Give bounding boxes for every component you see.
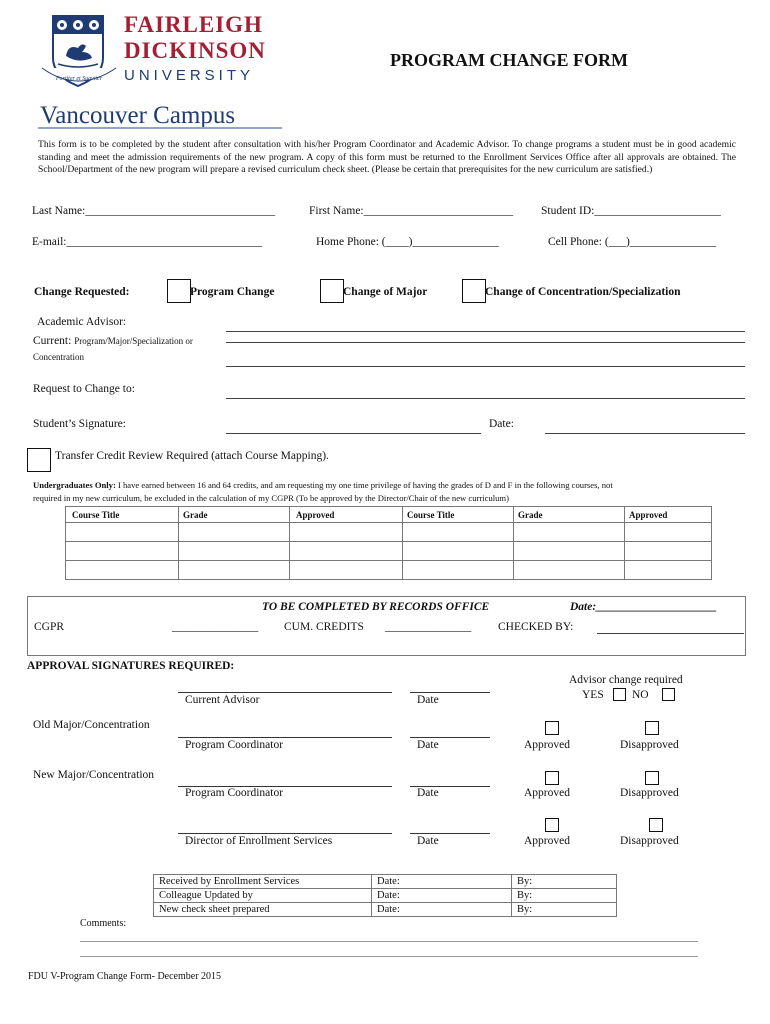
cgpr-input[interactable]: _______________	[172, 621, 259, 633]
course-table-header-row	[66, 507, 712, 523]
current-sublabel: Program/Major/Specialization or	[74, 336, 193, 346]
cum-credits-input[interactable]: _______________	[385, 621, 472, 633]
checked-by-input[interactable]	[597, 633, 744, 634]
first-name-field[interactable]: First Name:__________________________	[309, 205, 514, 217]
header-course-title-2: Course Title	[403, 507, 514, 523]
undergrad-paragraph	[33, 479, 743, 505]
current-advisor-date-label: Date	[417, 694, 439, 706]
director-approved-label: Approved	[524, 835, 570, 847]
table-cell[interactable]	[66, 523, 179, 542]
office-row-checksheet-date[interactable]: Date:	[372, 903, 512, 917]
office-use-table	[153, 874, 617, 917]
current-program-input-1[interactable]	[226, 342, 745, 343]
advisor-change-yes-checkbox[interactable]	[613, 688, 626, 701]
office-row-received-by[interactable]: By:	[512, 875, 617, 889]
comments-label: Comments:	[80, 918, 127, 929]
office-row-colleague: Colleague Updated by	[154, 889, 372, 903]
old-major-disapproved-checkbox[interactable]	[645, 721, 659, 735]
seal-motto: Fortiter et Suaviter	[55, 76, 103, 82]
university-seal-icon	[38, 14, 120, 94]
signature-date-label: Date:	[489, 418, 514, 430]
header-grade-2: Grade	[514, 507, 625, 523]
transfer-credit-checkbox[interactable]	[27, 448, 51, 472]
director-approved-checkbox[interactable]	[545, 818, 559, 832]
new-major-disapproved-checkbox[interactable]	[645, 771, 659, 785]
header-approved-1: Approved	[290, 507, 403, 523]
signature-date-input[interactable]	[545, 433, 745, 434]
comments-line-1[interactable]	[80, 941, 698, 942]
table-row	[154, 875, 617, 889]
director-date-label: Date	[417, 835, 439, 847]
new-major-approved-label: Approved	[524, 787, 570, 799]
director-signature-line[interactable]	[178, 833, 392, 834]
office-row-colleague-by[interactable]: By:	[512, 889, 617, 903]
old-major-coordinator-label: Program Coordinator	[185, 739, 284, 751]
table-cell[interactable]	[403, 561, 514, 580]
table-cell[interactable]	[290, 542, 403, 561]
new-major-date-label: Date	[417, 787, 439, 799]
table-row	[66, 523, 712, 542]
old-major-disapproved-label: Disapproved	[620, 739, 679, 751]
director-disapproved-checkbox[interactable]	[649, 818, 663, 832]
office-row-received-date[interactable]: Date:	[372, 875, 512, 889]
campus-underline	[38, 127, 282, 129]
change-of-major-label: Change of Major	[343, 286, 428, 298]
new-major-disapproved-label: Disapproved	[620, 787, 679, 799]
old-major-label: Old Major/Concentration	[33, 719, 150, 731]
new-major-label: New Major/Concentration	[33, 769, 155, 781]
change-requested-label: Change Requested:	[34, 286, 130, 298]
cell-phone-field[interactable]: Cell Phone: (___)_______________	[548, 236, 717, 248]
form-footer: FDU V-Program Change Form- December 2015	[28, 971, 222, 982]
current-program-label	[33, 335, 193, 347]
current-advisor-date-line[interactable]	[410, 692, 490, 693]
header-approved-2: Approved	[625, 507, 712, 523]
current-advisor-signature-line[interactable]	[178, 692, 392, 693]
logo-line2: DICKINSON	[124, 38, 266, 63]
approval-heading: APPROVAL SIGNATURES REQUIRED:	[27, 660, 235, 672]
checked-by-label: CHECKED BY:	[498, 621, 574, 633]
office-row-checksheet-by[interactable]: By:	[512, 903, 617, 917]
header-course-title-1: Course Title	[66, 507, 179, 523]
table-cell[interactable]	[179, 542, 290, 561]
campus-name: Vancouver Campus	[40, 102, 236, 129]
table-cell[interactable]	[179, 561, 290, 580]
concentration-label: Concentration	[33, 352, 84, 362]
old-major-date-label: Date	[417, 739, 439, 751]
academic-advisor-label: Academic Advisor:	[37, 316, 127, 328]
old-major-date-line[interactable]	[410, 737, 490, 738]
undergrad-lead: Undergraduates Only:	[33, 480, 116, 490]
current-advisor-label: Current Advisor	[185, 694, 260, 706]
new-major-coordinator-label: Program Coordinator	[185, 787, 284, 799]
change-of-concentration-label: Change of Concentration/Specialization	[485, 286, 681, 298]
old-major-approved-checkbox[interactable]	[545, 721, 559, 735]
table-cell[interactable]	[625, 523, 712, 542]
home-phone-field[interactable]: Home Phone: (____)_______________	[316, 236, 499, 248]
program-change-label: Program Change	[190, 286, 275, 298]
advisor-change-no-label: NO	[632, 689, 649, 701]
undergrad-text-2: required in my new curriculum, be excluded in the calculation of my CGPR (To be approved by the Director/Chair of the new curriculum)	[33, 493, 509, 503]
table-cell[interactable]	[179, 523, 290, 542]
academic-advisor-input[interactable]	[226, 331, 745, 332]
change-of-concentration-checkbox[interactable]	[462, 279, 486, 303]
office-row-colleague-date[interactable]: Date:	[372, 889, 512, 903]
cgpr-label: CGPR	[34, 621, 65, 633]
director-date-line[interactable]	[410, 833, 490, 834]
page-title: PROGRAM CHANGE FORM	[390, 50, 628, 70]
table-cell[interactable]	[625, 561, 712, 580]
request-to-change-input[interactable]	[226, 398, 745, 399]
transfer-credit-label: Transfer Credit Review Required (attach Course Mapping).	[55, 450, 329, 462]
table-cell[interactable]	[290, 561, 403, 580]
change-of-major-checkbox[interactable]	[320, 279, 344, 303]
advisor-change-yes-label: YES	[582, 689, 604, 701]
current-program-input-2[interactable]	[226, 366, 745, 367]
email-field[interactable]: E-mail:__________________________________	[32, 236, 262, 248]
intro-paragraph: This form is to be completed by the student after consultation with his/her Program Coordinator and Academic Advisor. To change programs a student must be in good academic standing and meet the admission requirements of the new program. A copy of this form must be returned to the Enrollment Services Office after all approvals are obtained. The School/Department of the new program will prepare a revised curriculum check sheet. (Please be certain that prerequisites for the new curriculum are satisfied.)	[38, 139, 736, 175]
records-office-title: TO BE COMPLETED BY RECORDS OFFICE	[262, 601, 490, 613]
student-signature-input[interactable]	[226, 433, 481, 434]
table-cell[interactable]	[514, 523, 625, 542]
old-major-approved-label: Approved	[524, 739, 570, 751]
old-major-signature-line[interactable]	[178, 737, 392, 738]
cum-credits-label: CUM. CREDITS	[284, 621, 364, 633]
course-table	[65, 506, 712, 580]
request-to-change-label: Request to Change to:	[33, 383, 135, 395]
current-label: Current:	[33, 335, 72, 347]
student-id-field[interactable]: Student ID:______________________	[541, 205, 721, 217]
last-name-field[interactable]: Last Name:_________________________________	[32, 205, 276, 217]
logo-line3: UNIVERSITY	[124, 67, 255, 84]
undergrad-text-1: I have earned between 16 and 64 credits, and am requesting my one time privilege of having the grades of D and F in the following courses, not	[115, 480, 613, 490]
table-cell[interactable]	[625, 542, 712, 561]
header-grade-1: Grade	[179, 507, 290, 523]
director-label: Director of Enrollment Services	[185, 835, 333, 847]
university-logo	[38, 12, 288, 132]
new-major-approved-checkbox[interactable]	[545, 771, 559, 785]
table-cell[interactable]	[66, 542, 179, 561]
table-row	[66, 561, 712, 580]
table-cell[interactable]	[514, 561, 625, 580]
office-row-received: Received by Enrollment Services	[154, 875, 372, 889]
table-row	[66, 542, 712, 561]
advisor-change-no-checkbox[interactable]	[662, 688, 675, 701]
table-row	[154, 889, 617, 903]
director-disapproved-label: Disapproved	[620, 835, 679, 847]
student-signature-label: Student’s Signature:	[33, 418, 126, 430]
records-office-date[interactable]: Date:_____________________	[570, 601, 717, 613]
comments-line-2[interactable]	[80, 956, 698, 957]
table-cell[interactable]	[514, 542, 625, 561]
table-cell[interactable]	[290, 523, 403, 542]
table-cell[interactable]	[66, 561, 179, 580]
table-cell[interactable]	[403, 542, 514, 561]
program-change-checkbox[interactable]	[167, 279, 191, 303]
advisor-change-required-label: Advisor change required	[569, 674, 683, 686]
logo-line1: FAIRLEIGH	[124, 12, 263, 37]
office-row-checksheet: New check sheet prepared	[154, 903, 372, 917]
table-cell[interactable]	[403, 523, 514, 542]
table-row	[154, 903, 617, 917]
